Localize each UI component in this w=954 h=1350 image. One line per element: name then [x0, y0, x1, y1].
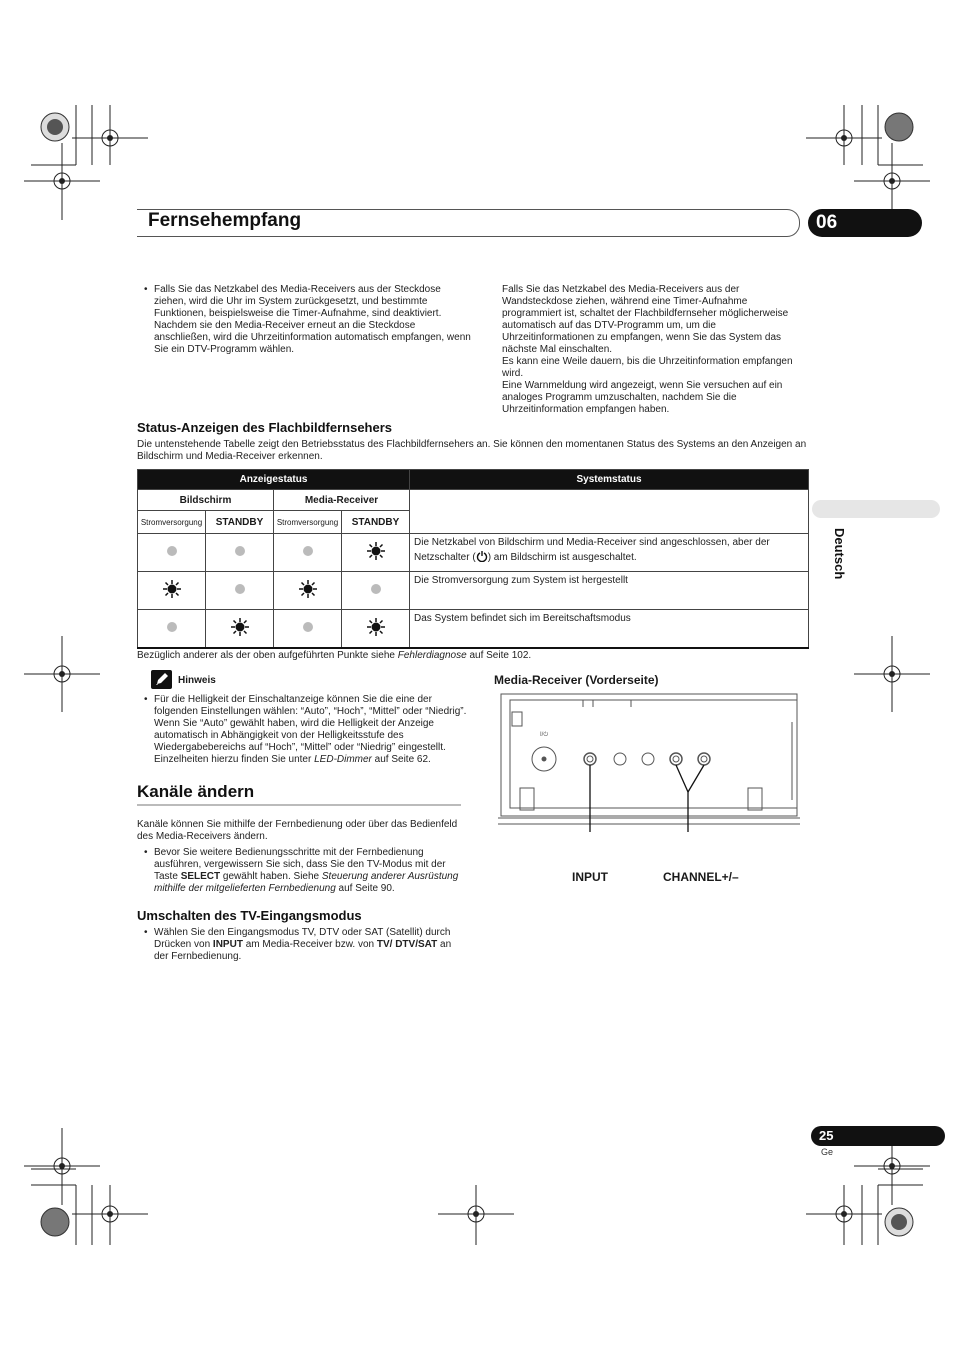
indicator-off-icon [167, 546, 177, 556]
input-mode-heading: Umschalten des TV-Eingangsmodus [137, 908, 362, 923]
channels-link[interactable]: Steuerung anderer Ausrüstung mithilfe der mitgelieferten Fernbedienung [154, 871, 459, 894]
indicator-cell [274, 572, 342, 610]
indicator-cell [206, 534, 274, 572]
system-status-text: Die Netzkabel von Bildschirm und Media-Receiver sind angeschlossen, aber der Netzschalter ( ) am Bildschirm ist ausgeschaltet. [410, 534, 809, 572]
indicator-off-icon [303, 546, 313, 556]
indicator-cell [342, 572, 410, 610]
sub-power-screen: Stromversorgung [138, 511, 206, 534]
status-description: Die untenstehende Tabelle zeigt den Betriebsstatus des Flachbildfernsehers an. Sie können den momentanen Status des Systems an den Anzeigen an Bildschirm und Media-Receiver erkennen. [137, 439, 807, 462]
heading-rule [137, 804, 461, 806]
table-row [138, 610, 809, 648]
system-status-text: Das System befindet sich im Bereitschaftsmodus [410, 610, 809, 648]
table-footnote: Bezüglich anderer als der oben aufgeführten Punkte siehe Fehlerdiagnose auf Seite 102. [137, 650, 532, 661]
intro-right-text [502, 284, 806, 416]
language-label: Deutsch [832, 528, 847, 580]
sub-standby-receiver: STANDBY [342, 511, 410, 534]
page-lang-code: Ge [821, 1147, 834, 1157]
power-mark: I/⏻ [540, 732, 549, 738]
hint-link[interactable]: LED-Dimmer [314, 754, 372, 765]
intro-bullet-left: • Falls Sie das Netzkabel des Media-Receivers aus der Steckdose ziehen, wird die Uhr im System zurückgesetzt, und bestimmte Funktionen, beispielsweise die Timer-Aufnahme, sind deaktiviert. Nachdem sie den Media-Receiver erneut an die Steckdose anschließen, wird die Uhrzeitinformation automatisch empfangen, wenn Sie ein DTV-Programm wählen. [144, 284, 471, 355]
table-row [138, 534, 809, 572]
channels-bullet: • Bevor Sie weitere Bedienungsschritte mit der Fernbedienung ausführen, vergewissern Sie sich, dass Sie den TV-Modus mit der Taste SELECT gewählt haben. Siehe Steuerung anderer Ausrüstung mithilfe der mitgelieferten Fernbedienung auf Seite 90. [144, 847, 459, 894]
indicator-cell [138, 610, 206, 648]
indicator-cell [274, 534, 342, 572]
channels-intro: Kanäle können Sie mithilfe der Fernbedienung oder über das Bedienfeld des Media-Receivers ändern. [137, 819, 458, 842]
indicator-cell [274, 610, 342, 648]
status-heading: Status-Anzeigen des Flachbildfernsehers [137, 420, 393, 435]
indicator-cell [206, 572, 274, 610]
input-mode-bullet: • Wählen Sie den Eingangsmodus TV, DTV oder SAT (Satellit) durch Drücken von INPUT am Media-Receiver bzw. von TV/ DTV/SAT an der Fernbedienung. [144, 927, 452, 962]
indicator-off-icon [371, 584, 381, 594]
channels-heading: Kanäle ändern [137, 782, 255, 801]
hint-title: Hinweis [178, 675, 216, 686]
indicator-cell [138, 572, 206, 610]
intro-right-p2: Es kann eine Weile dauern, bis die Uhrzeitinformation empfangen wird. [502, 356, 793, 379]
header-system: Systemstatus [410, 470, 809, 490]
indicator-off-icon [167, 622, 177, 632]
indicator-on-icon [366, 541, 386, 561]
label-channel: CHANNEL+/– [663, 870, 739, 884]
group-receiver: Media-Receiver [274, 490, 410, 511]
intro-right-p3: Eine Warnmeldung wird angezeigt, wenn Sie versuchen auf ein analoges Programm umzuschalten, nachdem Sie die Uhrzeitinformation empfangen haben. [502, 380, 783, 415]
hint-bullet: • Für die Helligkeit der Einschaltanzeige können Sie die eine der folgenden Einstellungen wählen: “Auto”, “Hoch”, “Mittel” oder “Niedrig”. Wenn Sie “Auto” gewählt haben, wird die Helligkeit der Anzeige automatisch in Abhängigkeit von der Helligkeitsstufe des Wiedergabebereichs auf “Hoch”, “Mittel” oder “Niedrig” eingestellt. Einzelheiten hierzu finden Sie unter LED-Dimmer auf Seite 62. [144, 694, 467, 765]
indicator-on-icon [366, 617, 386, 637]
label-input: INPUT [572, 870, 608, 884]
sub-standby-screen: STANDBY [206, 511, 274, 534]
status-table [137, 469, 809, 649]
indicator-cell [342, 610, 410, 648]
indicator-off-icon [235, 584, 245, 594]
pencil-note-icon [151, 670, 172, 689]
sub-power-receiver: Stromversorgung [274, 511, 342, 534]
power-icon [476, 550, 488, 562]
receiver-front-diagram [498, 692, 800, 832]
group-screen: Bildschirm [138, 490, 274, 511]
footnote-link[interactable]: Fehlerdiagnose [397, 650, 467, 661]
indicator-off-icon [235, 546, 245, 556]
chapter-title: Fernsehempfang [148, 210, 302, 231]
indicator-cell [206, 610, 274, 648]
diagram-title: Media-Receiver (Vorderseite) [494, 673, 659, 687]
header-indicator: Anzeigestatus [138, 470, 410, 490]
indicator-on-icon [230, 617, 250, 637]
page-number: 25 [811, 1126, 945, 1146]
chapter-number: 06 [808, 209, 922, 237]
table-row [138, 572, 809, 610]
indicator-cell [342, 534, 410, 572]
system-status-text: Die Stromversorgung zum System ist hergestellt [410, 572, 809, 610]
indicator-on-icon [298, 579, 318, 599]
indicator-off-icon [303, 622, 313, 632]
indicator-cell [138, 534, 206, 572]
intro-right-p1: Falls Sie das Netzkabel des Media-Receivers aus der Wandsteckdose ziehen, während eine Timer-Aufnahme programmiert ist, schaltet der Flachbildfernseher möglicherweise automatisch auf das DTV-Programm um, um die Uhrzeitinformationen zu empfangen, wenn Sie das System das nächste Mal einschalten. [502, 284, 789, 355]
indicator-on-icon [162, 579, 182, 599]
language-tab [812, 500, 940, 518]
